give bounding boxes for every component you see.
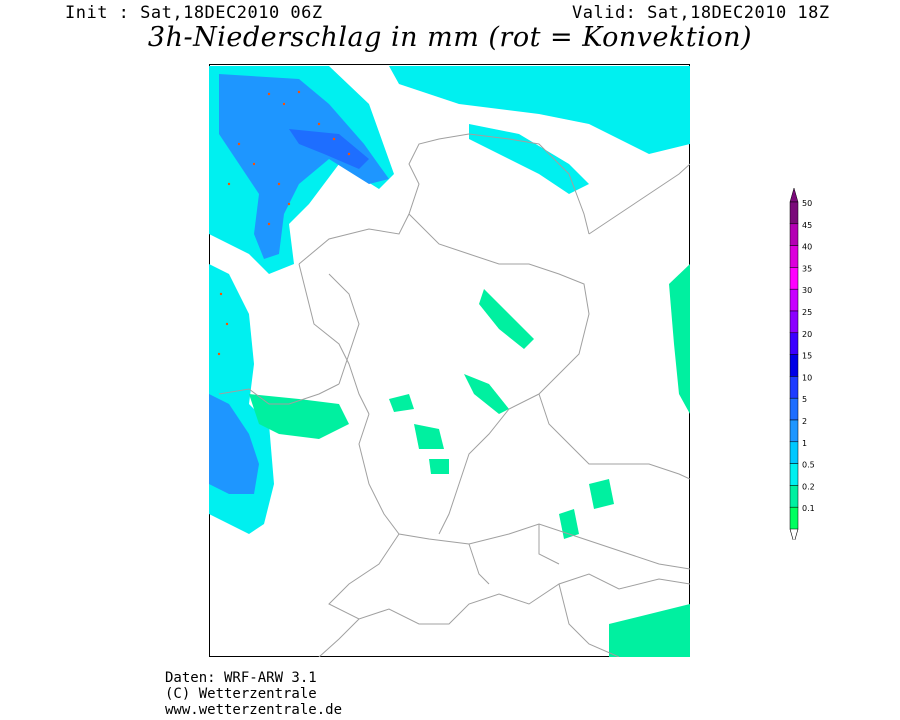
precip-center-4	[429, 459, 449, 474]
legend-label-20: 20	[802, 329, 813, 339]
legend-label-10: 10	[802, 373, 813, 383]
legend-label-45: 45	[802, 220, 813, 230]
legend-label-30: 30	[802, 286, 813, 296]
legend-label-50: 50	[802, 199, 813, 208]
legend-label-15: 15	[802, 351, 813, 361]
legend-top-arrow	[790, 188, 798, 202]
legend-label-40: 40	[802, 242, 813, 252]
legend-swatch-5	[790, 398, 798, 420]
legend-label-5: 5	[802, 395, 808, 405]
legend-label-1: 1	[802, 438, 808, 448]
legend-swatch-40	[790, 246, 798, 268]
valid-time-label: Valid: Sat,18DEC2010 18Z	[572, 3, 830, 23]
map-title: 3h-Niederschlag in mm (rot = Konvektion)	[147, 22, 753, 53]
legend-swatch-0.5	[790, 464, 798, 486]
legend-swatch-2	[790, 420, 798, 442]
footer-copyright: (C) Wetterzentrale	[165, 686, 317, 702]
footer-data-source: Daten: WRF-ARW 3.1	[165, 670, 317, 686]
init-time-label: Init : Sat,18DEC2010 06Z	[65, 3, 323, 23]
legend-swatch-50	[790, 202, 798, 224]
legend-swatch-15	[790, 355, 798, 377]
legend-label-0.5: 0.5	[802, 460, 815, 470]
legend-label-0.2: 0.2	[802, 482, 815, 492]
legend-swatch-0.2	[790, 485, 798, 507]
legend-swatch-10	[790, 376, 798, 398]
legend-label-0.1: 0.1	[802, 504, 815, 514]
footer-website: www.wetterzentrale.de	[165, 702, 343, 718]
legend-label-35: 35	[802, 264, 813, 274]
legend-label-25: 25	[802, 308, 813, 317]
legend-swatch-20	[790, 333, 798, 355]
legend-bottom-arrow	[790, 529, 798, 540]
precipitation-map	[209, 64, 690, 657]
legend-label-2: 2	[802, 417, 808, 426]
legend-swatch-45	[790, 224, 798, 246]
legend-swatch-1	[790, 442, 798, 464]
legend-swatch-30	[790, 289, 798, 311]
legend-swatch-0.1	[790, 507, 798, 529]
legend-swatch-25	[790, 311, 798, 333]
legend-swatch-35	[790, 267, 798, 289]
precipitation-legend	[780, 180, 840, 540]
